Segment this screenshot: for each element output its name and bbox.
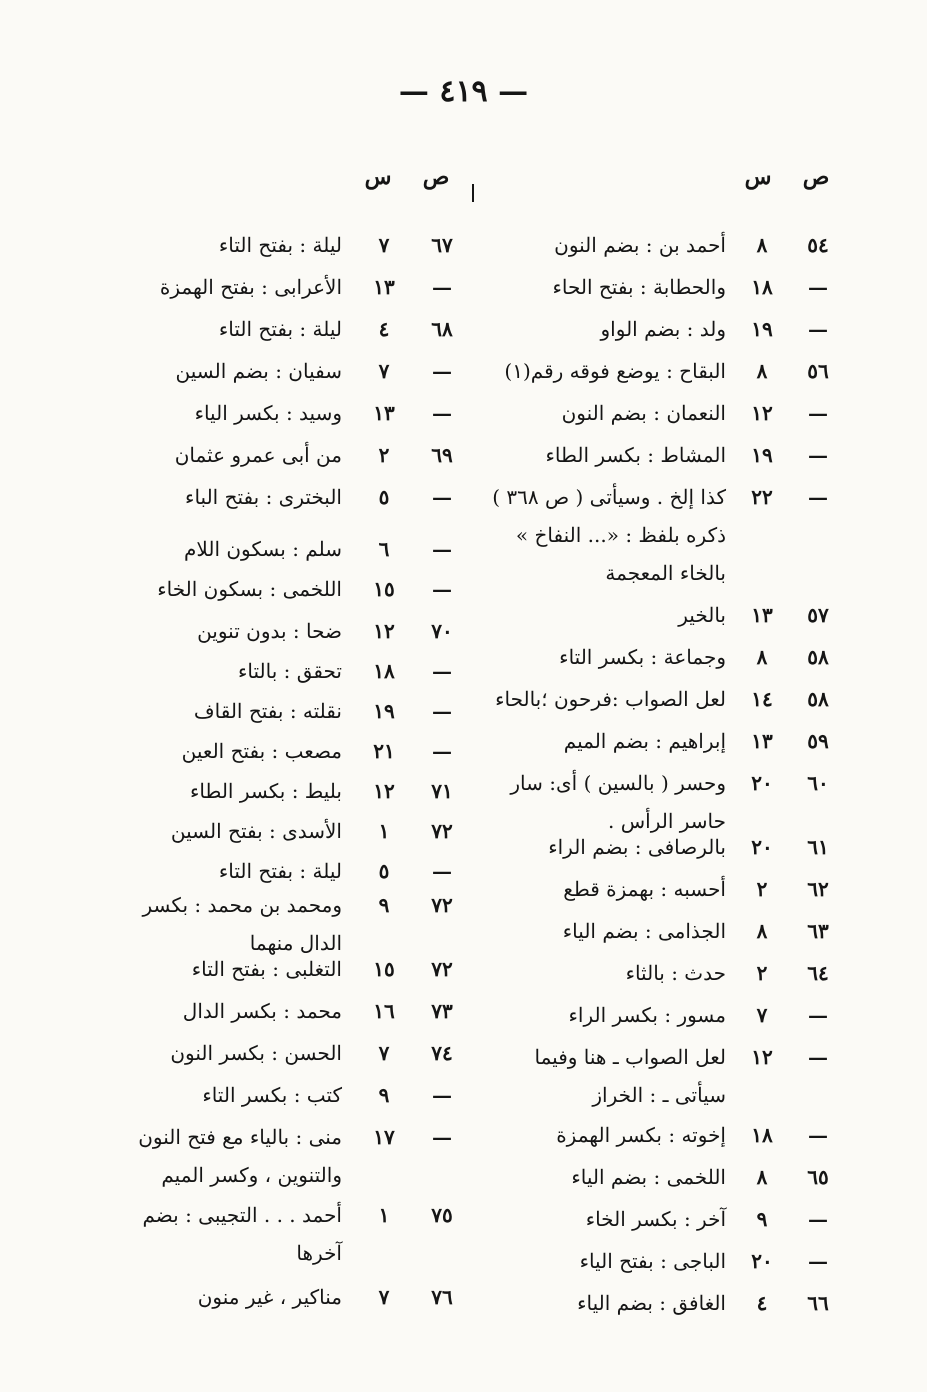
left-entry-text: وسيد : بكسر الياء	[194, 401, 342, 425]
right-entry-text: وجماعة : بكسر التاء	[559, 645, 726, 669]
right-page-number: ٥٧	[807, 603, 829, 627]
left-entry-text: منى : بالياء مع فتح النون والتنوين ، وكسر الميم	[138, 1125, 342, 1187]
right-line-number: ١٢	[751, 401, 773, 425]
left-header-page: ص	[422, 164, 450, 190]
left-page-number: —	[432, 537, 452, 561]
left-line-number: ٤	[378, 317, 390, 341]
left-entry-text: من أبى عمرو عثمان	[174, 443, 342, 467]
left-line-number: ١٨	[373, 659, 395, 683]
right-line-number: ١٣	[751, 729, 773, 753]
right-page-number: ٥٤	[807, 233, 829, 257]
left-page-number: —	[432, 1083, 452, 1107]
left-line-number: ١٢	[373, 619, 395, 643]
right-line-number: ٨	[756, 919, 768, 943]
right-page-number: ٥٨	[807, 687, 829, 711]
left-line-number: ١٢	[373, 779, 395, 803]
right-entry-text: ولد : بضم الواو	[600, 317, 726, 341]
right-entry-text: الغافق : بضم الياء	[577, 1291, 726, 1315]
left-line-number: ٥	[378, 485, 390, 509]
right-line-number: ٤	[756, 1291, 768, 1315]
left-line-number: ١٣	[373, 275, 395, 299]
left-entry-text: تحقق : بالتاء	[237, 659, 342, 683]
left-line-number: ١٥	[373, 577, 395, 601]
right-entry-text: الباجى : بفتح الياء	[579, 1249, 726, 1273]
right-page-number: ٥٨	[807, 645, 829, 669]
left-page-number: ٧٤	[431, 1041, 453, 1065]
left-line-number: ١	[378, 1203, 390, 1227]
right-entry-text: النعمان : بضم النون	[561, 401, 726, 425]
left-entry-text: ومحمد بن محمد : بكسر الدال منهما	[142, 893, 342, 955]
left-entry-text: ليلة : بفتح التاء	[218, 233, 342, 257]
left-line-number: ٩	[378, 893, 390, 917]
left-line-number: ١٥	[373, 957, 395, 981]
right-line-number: ١٣	[751, 603, 773, 627]
left-line-number: ١٩	[373, 699, 395, 723]
left-page-number: ٧٢	[431, 957, 453, 981]
right-line-number: ٢	[756, 961, 768, 985]
right-line-number: ٨	[756, 1165, 768, 1189]
right-entry-text: إخوته : بكسر الهمزة	[556, 1123, 726, 1147]
right-entry-text: أحمد بن : بضم النون	[554, 233, 726, 257]
left-line-number: ٥	[378, 859, 390, 883]
right-line-number: ٢٠	[751, 771, 773, 795]
left-page-number: ٧١	[431, 779, 453, 803]
right-page-number: —	[808, 1249, 828, 1273]
left-header-line: س	[364, 164, 392, 190]
right-page-number: ٦١	[807, 835, 829, 859]
left-entry-text: ضحا : بدون تنوين	[197, 619, 342, 643]
right-entry-text: لعل الصواب ـ هنا وفيما سيأتى ـ : الخراز	[534, 1045, 726, 1107]
right-line-number: ٧	[756, 1003, 768, 1027]
right-page-number: —	[808, 1003, 828, 1027]
left-page-number: ٦٧	[431, 233, 453, 257]
right-page-number: —	[808, 1123, 828, 1147]
left-page-number: ٦٨	[431, 317, 453, 341]
left-page-number: ٦٩	[431, 443, 453, 467]
right-entry-text: الجذامى : بضم الياء	[562, 919, 726, 943]
right-page-number: ٦٠	[807, 771, 829, 795]
right-entry-text: بالرصافى : بضم الراء	[548, 835, 726, 859]
left-entry-text: البخترى : بفتح الباء	[185, 485, 342, 509]
right-column-header	[492, 164, 854, 196]
left-page-number: —	[432, 401, 452, 425]
right-line-number: ١٨	[751, 275, 773, 299]
left-line-number: ٢	[378, 443, 390, 467]
left-page-number: ٧٦	[431, 1285, 453, 1309]
right-page-number: —	[808, 485, 828, 509]
left-entry-text: مصعب : بفتح العين	[181, 739, 342, 763]
left-line-number: ٦	[378, 537, 390, 561]
right-entry-text: آخر : بكسر الخاء	[585, 1207, 726, 1231]
left-entry-text: التغلبى : بفتح التاء	[191, 957, 342, 981]
left-entry-text: نقلته : بفتح القاف	[193, 699, 342, 723]
right-page-number: —	[808, 401, 828, 425]
left-entry-text: مناكير ، غير منون	[197, 1285, 342, 1309]
left-entry-text: بليط : بكسر الطاء	[189, 779, 342, 803]
right-line-number: ٢	[756, 877, 768, 901]
right-line-number: ٢٠	[751, 1249, 773, 1273]
right-entry-text: وحسر ( بالسين ) أى: سار حاسر الرأس .	[510, 771, 726, 833]
right-entry-text: والحطابة : بفتح الحاء	[552, 275, 726, 299]
left-entry-text: ليلة : بفتح التاء	[218, 317, 342, 341]
left-entry-text: محمد : بكسر الدال	[182, 999, 342, 1023]
left-line-number: ١٧	[373, 1125, 395, 1149]
left-line-number: ٧	[378, 1285, 390, 1309]
right-line-number: ٢٢	[751, 485, 773, 509]
left-page-number: ٧٢	[431, 819, 453, 843]
right-page-number: —	[808, 317, 828, 341]
right-entry-text: البقاح : يوضع فوقه رقم(١)	[504, 359, 726, 383]
right-line-number: ١٢	[751, 1045, 773, 1069]
right-line-number: ١٩	[751, 443, 773, 467]
right-page-number: ٥٦	[807, 359, 829, 383]
right-entry-text: اللخمى : بضم الياء	[571, 1165, 726, 1189]
right-header-line: س	[744, 164, 772, 190]
left-page-number: —	[432, 739, 452, 763]
right-entry-text: لعل الصواب :فرحون ؛بالحاء	[495, 687, 726, 711]
left-page-number: —	[432, 485, 452, 509]
left-line-number: ٧	[378, 233, 390, 257]
left-line-number: ٩	[378, 1083, 390, 1107]
left-page-number: —	[432, 1125, 452, 1149]
left-line-number: ١	[378, 819, 390, 843]
right-line-number: ٨	[756, 359, 768, 383]
left-line-number: ١٦	[373, 999, 395, 1023]
left-page-number: ٧٥	[431, 1203, 453, 1227]
page-number: — ٤١٩ —	[398, 74, 529, 109]
right-page-number: ٦٢	[807, 877, 829, 901]
right-entry-text: مسور : بكسر الراء	[568, 1003, 726, 1027]
left-page-number: —	[432, 699, 452, 723]
left-entry-text: اللخمى : بسكون الخاء	[157, 577, 342, 601]
right-page-number: —	[808, 275, 828, 299]
right-page-number: —	[808, 1045, 828, 1069]
right-line-number: ١٨	[751, 1123, 773, 1147]
right-page-number: —	[808, 1207, 828, 1231]
left-page-number: —	[432, 859, 452, 883]
left-page-number: —	[432, 275, 452, 299]
right-entry-text: بالخير	[678, 603, 726, 627]
right-entry-text: أحسبه : بهمزة قطع	[563, 877, 726, 901]
right-page-number: ٦٦	[807, 1291, 829, 1315]
left-entry-text: سفيان : بضم السين	[175, 359, 342, 383]
left-entry-text: الحسن : بكسر النون	[170, 1041, 342, 1065]
right-line-number: ٢٠	[751, 835, 773, 859]
right-page-number: ٦٥	[807, 1165, 829, 1189]
right-line-number: ٨	[756, 233, 768, 257]
left-entry-text: الأسدى : بفتح السين	[170, 819, 342, 843]
left-entry-text: سلم : بسكون اللام	[184, 537, 342, 561]
left-page-number: ٧٠	[431, 619, 453, 643]
left-page-number: —	[432, 659, 452, 683]
left-line-number: ٧	[378, 1041, 390, 1065]
right-line-number: ٩	[756, 1207, 768, 1231]
left-page-number: —	[432, 359, 452, 383]
right-entry-text: إبراهيم : بضم الميم	[563, 729, 726, 753]
left-line-number: ٢١	[373, 739, 395, 763]
right-line-number: ١٩	[751, 317, 773, 341]
right-line-number: ١٤	[751, 687, 773, 711]
left-page-number: —	[432, 577, 452, 601]
left-entry-text: الأعرابى : بفتح الهمزة	[159, 275, 342, 299]
left-line-number: ١٣	[373, 401, 395, 425]
left-entry-text: ليلة : بفتح التاء	[218, 859, 342, 883]
right-line-number: ٨	[756, 645, 768, 669]
right-page-number: —	[808, 443, 828, 467]
right-page-number: ٦٣	[807, 919, 829, 943]
left-page-number: ٧٢	[431, 893, 453, 917]
left-page-number: ٧٣	[431, 999, 453, 1023]
column-divider	[472, 184, 474, 202]
left-line-number: ٧	[378, 359, 390, 383]
right-page-number: ٦٤	[807, 961, 829, 985]
right-entry-text: كذا إلخ . وسيأتى ( ص ٣٦٨ ) ذكره بلفظ : «... النفاخ » بالخاء المعجمة	[492, 485, 726, 585]
left-column-header	[102, 164, 472, 196]
left-entry-text: أحمد . . . التجيبى : بضم آخرها	[142, 1203, 342, 1265]
right-page-number: ٥٩	[807, 729, 829, 753]
right-entry-text: حدث : بالثاء	[625, 961, 726, 985]
right-header-page: ص	[802, 164, 830, 190]
left-entry-text: كتب : بكسر التاء	[202, 1083, 342, 1107]
right-entry-text: المشاط : بكسر الطاء	[545, 443, 726, 467]
